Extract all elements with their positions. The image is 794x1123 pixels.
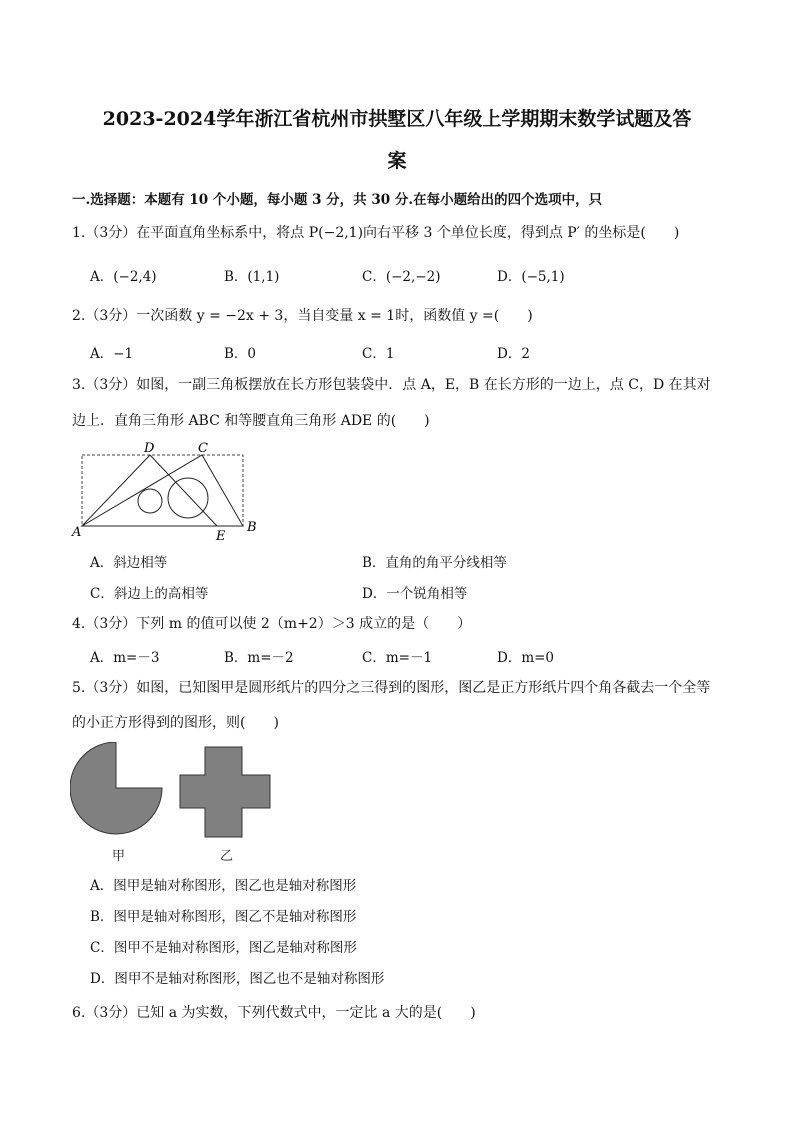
question-2-option-d: D．2 [497,346,530,362]
question-3-option-c: C．斜边上的高相等 [90,586,209,602]
question-1-option-d: D．(−5,1) [497,269,565,285]
rectangle-package [82,455,243,526]
page-title: 2023-2024学年浙江省杭州市拱墅区八年级上学期期末数学试题及答 [102,108,692,130]
page-title-continued: 案 [387,150,407,172]
figure-yi-shape [180,747,270,837]
question-1-option-b: B．(1,1) [224,269,280,285]
triangle-adc-e [82,455,217,526]
label-b: B [247,520,257,535]
question-2-stem: 2.（3分）一次函数 y = −2x + 3，当自变量 x = 1时，函数值 y =( ) [72,308,533,324]
question-6-stem: 6.（3分）已知 a 为实数，下列代数式中，一定比 a 大的是( ) [72,1005,476,1021]
question-3-figure [70,438,270,546]
question-4-option-a: A．m=－3 [90,650,160,666]
question-1-stem: 1.（3分）在平面直角坐标系中，将点 P(−2,1)向右平移 3 个单位长度，得到点 P′ 的坐标是( ) [72,225,680,241]
label-a: A [72,525,82,540]
question-4-option-b: B．m=－2 [224,650,294,666]
question-1-option-c: C．(−2,−2) [362,269,441,285]
question-5-option-c: C．图甲不是轴对称图形，图乙是轴对称图形 [90,940,357,956]
question-5-option-d: D．图甲不是轴对称图形，图乙也不是轴对称图形 [90,971,385,987]
question-4-option-d: D．m=0 [497,650,555,666]
section-header: 一.选择题：本题有 10 个小题，每小题 3 分，共 30 分.在每小题给出的四个选项中，只 [72,192,603,208]
question-4-option-c: C．m=－1 [362,650,433,666]
label-yi: 乙 [220,849,234,864]
question-1-option-a: A．(−2,4) [90,269,157,285]
question-5-option-b: B．图甲是轴对称图形，图乙不是轴对称图形 [90,909,357,925]
question-3-option-a: A．斜边相等 [90,555,168,571]
figure-jia-shape [70,742,162,834]
large-circle [168,478,208,518]
label-d: D [144,441,155,456]
question-5-stem-line-2: 的小正方形得到的图形，则( ) [72,715,279,731]
label-c: C [198,441,208,456]
question-5-stem-line-1: 5.（3分）如图，已知图甲是圆形纸片的四分之三得到的图形，图乙是正方形纸片四个角各截去一个全等 [72,680,711,696]
question-3-stem-line-1: 3.（3分）如图，一副三角板摆放在长方形包装袋中．点 A，E，B 在长方形的一边上，点 C，D 在其对 [72,377,711,393]
label-e: E [216,529,226,544]
question-5-option-a: A．图甲是轴对称图形，图乙也是轴对称图形 [90,878,357,894]
triangle-abc [82,455,243,526]
question-5-figure [70,742,280,867]
question-4-stem: 4.（3分）下列 m 的值可以使 2（m+2）＞3 成立的是（ ） [72,616,472,632]
question-3-stem-line-2: 边上．直角三角形 ABC 和等腰直角三角形 ADE 的( ) [72,413,430,429]
label-jia: 甲 [112,849,126,864]
question-3-option-d: D．一个锐角相等 [362,586,468,602]
question-2-option-b: B．0 [224,346,257,362]
question-2-option-a: A．−1 [90,346,134,362]
question-3-option-b: B．直角的角平分线相等 [362,555,507,571]
question-2-option-c: C．1 [362,346,395,362]
small-circle [138,489,162,513]
